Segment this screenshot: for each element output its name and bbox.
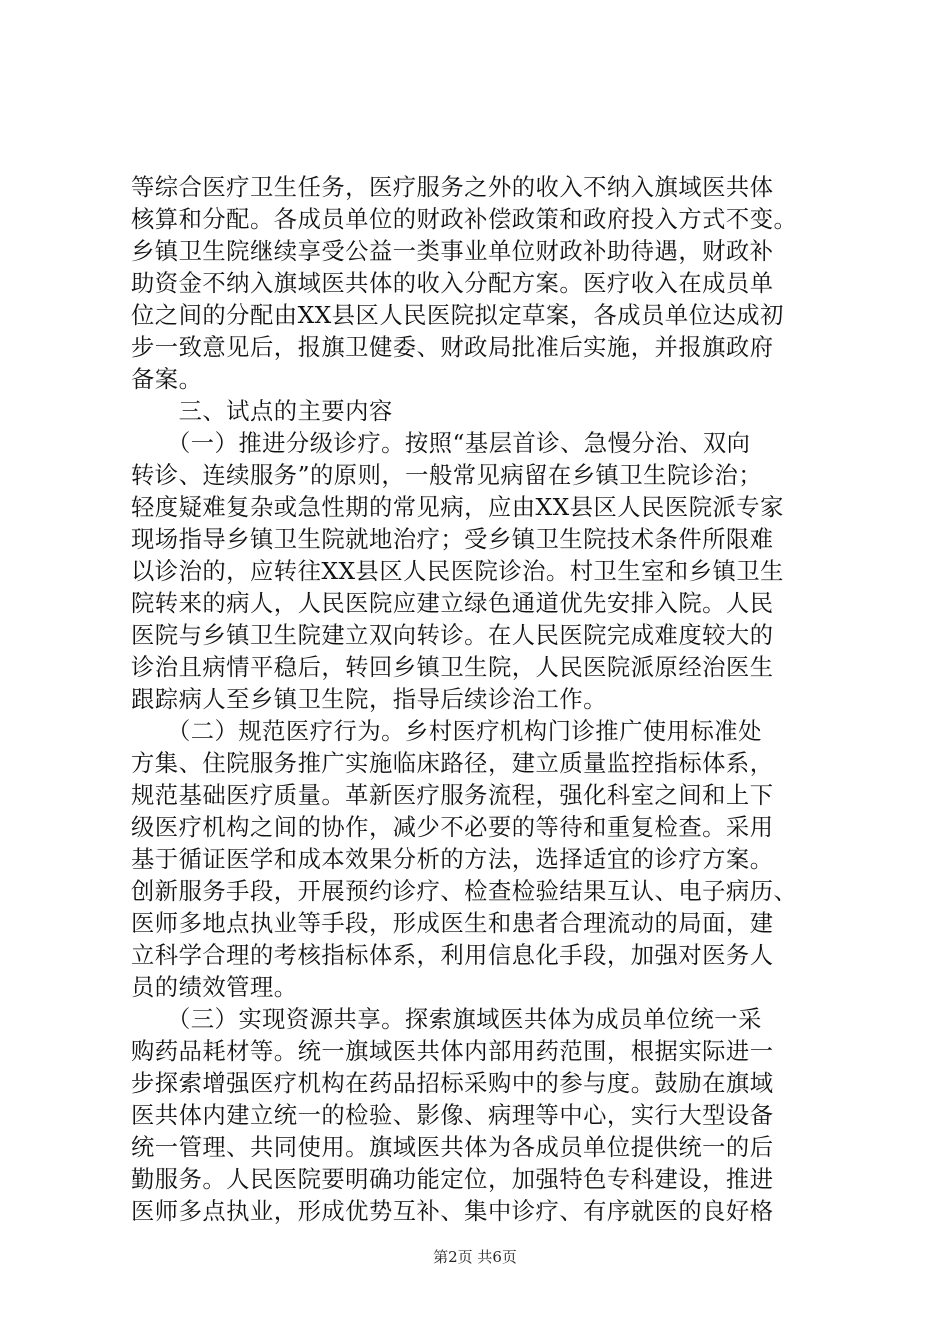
text-line: 级医疗机构之间的协作，减少不必要的等待和重复检查。采用 — [131, 814, 774, 841]
text-line: 助资金不纳入旗域医共体的收入分配方案。医疗收入在成员单 — [131, 270, 774, 297]
text-line: （二）规范医疗行为。乡村医疗机构门诊推广使用标准处 — [131, 718, 762, 745]
text-line: 方集、住院服务推广实施临床路径，建立质量监控指标体系， — [131, 750, 774, 777]
text-line: 医师多地点执业等手段，形成医生和患者合理流动的局面，建 — [131, 910, 774, 937]
text-line: （一）推进分级诊疗。按照“基层首诊、急慢分治、双向 — [131, 430, 751, 457]
text-line: 员的绩效管理。 — [131, 974, 298, 1001]
text-line: 医院与乡镇卫生院建立双向转诊。在人民医院完成难度较大的 — [131, 622, 774, 649]
text-line: （三）实现资源共享。探索旗域医共体为成员单位统一采 — [131, 1006, 762, 1033]
text-line: 步探索增强医疗机构在药品招标采购中的参与度。鼓励在旗域 — [131, 1070, 774, 1097]
text-line: 步一致意见后，报旗卫健委、财政局批准后实施，并报旗政府 — [131, 334, 774, 361]
text-line: 诊治且病情平稳后，转回乡镇卫生院，人民医院派原经治医生 — [131, 654, 774, 681]
text-line: 医师多点执业，形成优势互补、集中诊疗、有序就医的良好格 — [131, 1198, 774, 1225]
document-body — [131, 172, 831, 1228]
text-line: 跟踪病人至乡镇卫生院，指导后续诊治工作。 — [131, 686, 607, 713]
text-line: 现场指导乡镇卫生院就地治疗；受乡镇卫生院技术条件所限难 — [131, 526, 774, 553]
text-line: 转诊、连续服务”的原则，一般常见病留在乡镇卫生院诊治； — [131, 462, 763, 489]
section-heading: 三、试点的主要内容 — [131, 398, 393, 425]
text-line: 以诊治的，应转往XX县区人民医院诊治。村卫生室和乡镇卫生 — [131, 558, 784, 585]
text-line: 规范基础医疗质量。革新医疗服务流程，强化科室之间和上下 — [131, 782, 774, 809]
text-line: 勤服务。人民医院要明确功能定位，加强特色专科建设，推进 — [131, 1166, 774, 1193]
text-line: 医共体内建立统一的检验、影像、病理等中心，实行大型设备 — [131, 1102, 774, 1129]
text-line: 等综合医疗卫生任务，医疗服务之外的收入不纳入旗域医共体 — [131, 174, 774, 201]
text-line: 创新服务手段，开展预约诊疗、检查检验结果互认、电子病历、 — [131, 878, 798, 905]
text-line: 购药品耗材等。统一旗域医共体内部用药范围，根据实际进一 — [131, 1038, 774, 1065]
text-line: 位之间的分配由XX县区人民医院拟定草案，各成员单位达成初 — [131, 302, 784, 329]
page-number-footer: 第2页 共6页 — [433, 1248, 517, 1266]
text-line: 乡镇卫生院继续享受公益一类事业单位财政补助待遇，财政补 — [131, 238, 774, 265]
text-line: 轻度疑难复杂或急性期的常见病，应由XX县区人民医院派专家 — [131, 494, 784, 521]
text-line: 立科学合理的考核指标体系，利用信息化手段，加强对医务人 — [131, 942, 774, 969]
text-line: 统一管理、共同使用。旗域医共体为各成员单位提供统一的后 — [131, 1134, 774, 1161]
text-line: 基于循证医学和成本效果分析的方法，选择适宜的诊疗方案。 — [131, 846, 774, 873]
text-line: 核算和分配。各成员单位的财政补偿政策和政府投入方式不变。 — [131, 206, 798, 233]
text-line: 备案。 — [131, 366, 203, 393]
text-line: 院转来的病人，人民医院应建立绿色通道优先安排入院。人民 — [131, 590, 774, 617]
